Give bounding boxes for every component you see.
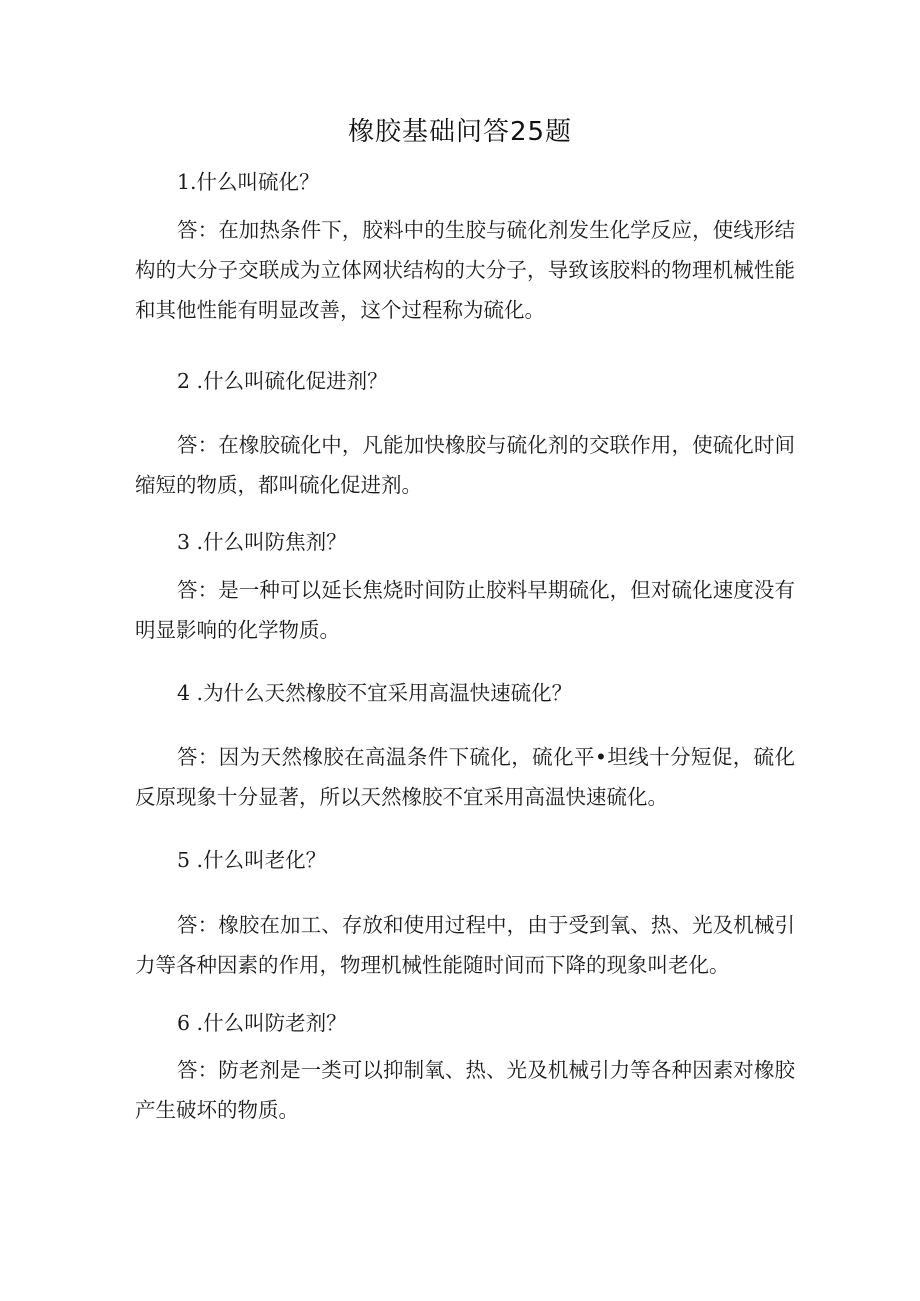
answer-2: 答：在橡胶硫化中，凡能加快橡胶与硫化剂的交联作用，使硫化时间缩短的物质，都叫硫化促进剂。 <box>135 433 795 497</box>
question-6: 6 .什么叫防老剂？ <box>177 1011 347 1035</box>
question-3: 3 .什么叫防焦剂？ <box>177 530 347 554</box>
answer-3: 答：是一种可以延长焦烧时间防止胶料早期硫化，但对硫化速度没有明显影响的化学物质。 <box>135 578 795 642</box>
question-2: 2 .什么叫硫化促进剂？ <box>177 369 388 393</box>
answer-4: 答：因为天然橡胶在高温条件下硫化，硫化平•坦线十分短促，硫化反原现象十分显著，所以天然橡胶不宜采用高温快速硫化。 <box>135 745 795 809</box>
answer-5: 答：橡胶在加工、存放和使用过程中，由于受到氧、热、光及机械引力等各种因素的作用，物理机械性能随时间而下降的现象叫老化。 <box>135 913 795 977</box>
answer-6: 答：防老剂是一类可以抑制氧、热、光及机械引力等各种因素对橡胶产生破坏的物质。 <box>135 1058 795 1122</box>
page-title: 橡胶基础问答25题 <box>347 117 573 147</box>
answer-1: 答：在加热条件下，胶料中的生胶与硫化剂发生化学反应，使线形结构的大分子交联成为立体网状结构的大分子，导致该胶料的物理机械性能和其他性能有明显改善，这个过程称为硫化。 <box>135 218 795 322</box>
question-1: 1.什么叫硫化？ <box>177 170 320 194</box>
question-5: 5 .什么叫老化？ <box>177 848 327 872</box>
question-4: 4 .为什么天然橡胶不宜采用高温快速硫化？ <box>177 681 573 705</box>
